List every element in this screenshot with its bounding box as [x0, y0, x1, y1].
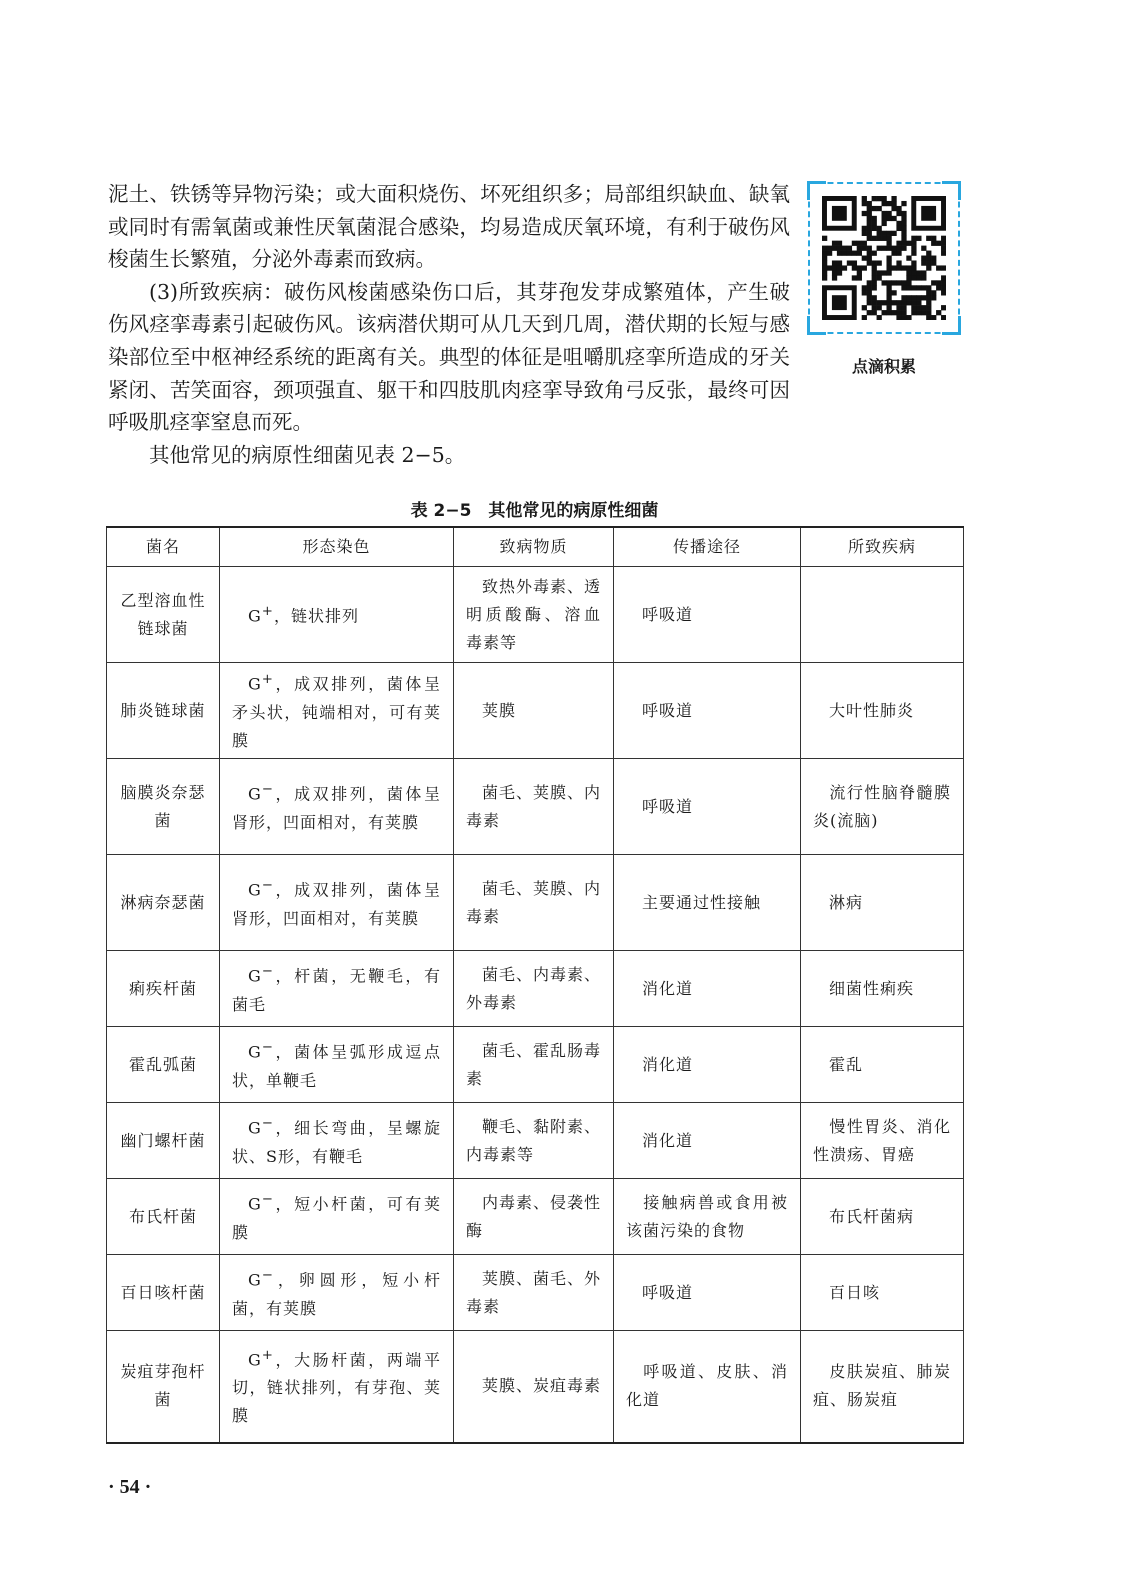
bacteria-table	[106, 526, 964, 1444]
cell-morphology: G−，短小杆菌，可有荚膜	[220, 1179, 454, 1255]
cell-morphology: G+，成双排列，菌体呈矛头状，钝端相对，可有荚膜	[220, 663, 454, 759]
paragraph-2: (3)所致疾病：破伤风梭菌感染伤口后，其芽孢发芽成繁殖体，产生破伤风痉挛毒素引起破伤风。该病潜伏期可从几天到几周，潜伏期的长短与感染部位至中枢神经系统的距离有关。典型的体征是咀嚼肌痉挛所造成的牙关紧闭、苦笑面容，颈项强直、躯干和四肢肌肉痉挛导致角弓反张，最终可因呼吸肌痉挛窒息而死。	[108, 279, 790, 435]
substance-text: 菌毛、霍乱肠毒素	[466, 1040, 602, 1088]
cell-morphology: G−，成双排列，菌体呈肾形，凹面相对，有荚膜	[220, 855, 454, 951]
cell-disease	[801, 1027, 964, 1103]
morphology-text: ，链状排列	[273, 606, 359, 626]
paragraph-3: 其他常见的病原性细菌见表 2−5。	[149, 442, 466, 467]
morphology-text: ，成双排列，菌体呈肾形，凹面相对，有荚膜	[232, 880, 441, 928]
header-route: 传播途径	[614, 527, 801, 567]
table-row	[107, 1027, 964, 1103]
cell-disease	[801, 855, 964, 951]
substance-text: 菌毛、内毒素、外毒素	[466, 964, 602, 1012]
cell-substance	[454, 759, 614, 855]
route-text: 消化道	[642, 978, 694, 998]
cell-bacteria-name: 幽门螺杆菌	[107, 1103, 220, 1179]
cell-disease	[801, 759, 964, 855]
table-row	[107, 1331, 964, 1443]
disease-text: 细菌性痢疾	[829, 978, 915, 998]
gram-sign: +	[261, 604, 274, 620]
disease-text: 大叶性肺炎	[829, 700, 915, 720]
gram-sign: −	[261, 964, 274, 980]
gram-sign: −	[261, 1040, 274, 1056]
cell-morphology: G−，菌体呈弧形成逗点状，单鞭毛	[220, 1027, 454, 1103]
cell-route	[614, 759, 801, 855]
disease-text: 布氏杆菌病	[829, 1206, 915, 1226]
substance-text: 菌毛、荚膜、内毒素	[466, 782, 602, 830]
table-row	[107, 567, 964, 663]
cell-substance	[454, 951, 614, 1027]
qr-code-frame	[808, 182, 960, 334]
header-morphology: 形态染色	[220, 527, 454, 567]
header-substance: 致病物质	[454, 527, 614, 567]
page-number: · 54 ·	[108, 1476, 152, 1498]
cell-morphology: G−，细长弯曲，呈螺旋状、S形，有鞭毛	[220, 1103, 454, 1179]
header-disease: 所致疾病	[801, 527, 964, 567]
table-row	[107, 759, 964, 855]
cell-bacteria-name: 淋病奈瑟菌	[107, 855, 220, 951]
cell-bacteria-name: 炭疽芽孢杆菌	[107, 1331, 220, 1443]
cell-disease	[801, 1179, 964, 1255]
substance-text: 致热外毒素、透明质酸酶、溶血毒素等	[466, 576, 602, 652]
gram-sign: +	[261, 672, 274, 688]
table-row	[107, 1255, 964, 1331]
morphology-text: ，成双排列，菌体呈肾形，凹面相对，有荚膜	[232, 784, 441, 832]
morphology-text: ，大肠杆菌，两端平切，链状排列，有芽孢、荚膜	[232, 1350, 441, 1426]
cell-morphology: G+，大肠杆菌，两端平切，链状排列，有芽孢、荚膜	[220, 1331, 454, 1443]
cell-route	[614, 951, 801, 1027]
cell-substance	[454, 855, 614, 951]
cell-disease	[801, 1103, 964, 1179]
gram-sign: −	[261, 1268, 274, 1284]
substance-text: 内毒素、侵袭性酶	[466, 1192, 602, 1240]
body-text	[108, 178, 790, 471]
table-row	[107, 951, 964, 1027]
disease-text: 霍乱	[829, 1054, 864, 1074]
cell-morphology: G−，卵圆形，短小杆菌，有荚膜	[220, 1255, 454, 1331]
cell-substance	[454, 1255, 614, 1331]
paragraph-1: 泥土、铁锈等异物污染；或大面积烧伤、坏死组织多；局部组织缺血、缺氧或同时有需氧菌或兼性厌氧菌混合感染，均易造成厌氧环境，有利于破伤风梭菌生长繁殖，分泌外毒素而致病。	[108, 182, 790, 272]
cell-bacteria-name: 肺炎链球菌	[107, 663, 220, 759]
cell-bacteria-name: 布氏杆菌	[107, 1179, 220, 1255]
route-text: 消化道	[642, 1130, 694, 1150]
disease-text: 慢性胃炎、消化性溃疡、胃癌	[813, 1116, 951, 1164]
qr-caption: 点滴积累	[851, 357, 916, 376]
cell-route	[614, 663, 801, 759]
cell-route	[614, 855, 801, 951]
route-text: 接触病兽或食用被该菌污染的食物	[626, 1192, 788, 1240]
gram-sign: −	[261, 782, 274, 798]
morphology-text: ，成双排列，菌体呈矛头状，钝端相对，可有荚膜	[232, 674, 441, 750]
substance-text: 鞭毛、黏附素、内毒素等	[466, 1116, 602, 1164]
substance-text: 荚膜	[482, 700, 517, 720]
disease-text: 淋病	[829, 892, 864, 912]
qr-code-icon	[822, 196, 946, 320]
table-header-row	[107, 527, 964, 567]
substance-text: 荚膜、炭疽毒素	[482, 1376, 602, 1396]
cell-bacteria-name: 百日咳杆菌	[107, 1255, 220, 1331]
cell-morphology: G−，杆菌，无鞭毛，有菌毛	[220, 951, 454, 1027]
route-text: 呼吸道	[642, 604, 694, 624]
morphology-text: ，杆菌，无鞭毛，有菌毛	[232, 966, 441, 1014]
cell-route	[614, 567, 801, 663]
cell-substance	[454, 1179, 614, 1255]
route-text: 呼吸道	[642, 796, 694, 816]
route-text: 呼吸道	[642, 700, 694, 720]
substance-text: 荚膜、菌毛、外毒素	[466, 1268, 602, 1316]
cell-route	[614, 1179, 801, 1255]
cell-bacteria-name: 脑膜炎奈瑟菌	[107, 759, 220, 855]
table-row	[107, 663, 964, 759]
morphology-text: ，短小杆菌，可有荚膜	[232, 1194, 441, 1242]
morphology-text: ，卵圆形，短小杆菌，有荚膜	[232, 1270, 441, 1318]
cell-disease	[801, 1331, 964, 1443]
cell-disease	[801, 567, 964, 663]
cell-bacteria-name: 痢疾杆菌	[107, 951, 220, 1027]
disease-text: 流行性脑脊髓膜炎(流脑)	[813, 782, 951, 830]
cell-route	[614, 1103, 801, 1179]
route-text: 呼吸道	[642, 1282, 694, 1302]
table-title: 表 2−5 其他常见的病原性细菌	[410, 501, 659, 521]
cell-bacteria-name: 霍乱弧菌	[107, 1027, 220, 1103]
cell-disease	[801, 663, 964, 759]
cell-disease	[801, 1255, 964, 1331]
gram-sign: −	[261, 878, 274, 894]
table-row	[107, 855, 964, 951]
route-text: 呼吸道、皮肤、消化道	[626, 1362, 788, 1410]
cell-substance	[454, 663, 614, 759]
disease-text: 百日咳	[829, 1282, 881, 1302]
cell-route	[614, 1027, 801, 1103]
cell-substance	[454, 567, 614, 663]
cell-morphology: G−，成双排列，菌体呈肾形，凹面相对，有荚膜	[220, 759, 454, 855]
cell-morphology: G+，链状排列	[220, 567, 454, 663]
cell-route	[614, 1331, 801, 1443]
cell-substance	[454, 1331, 614, 1443]
morphology-text: ，细长弯曲，呈螺旋状、S形，有鞭毛	[232, 1118, 441, 1166]
table-row	[107, 1103, 964, 1179]
route-text: 消化道	[642, 1054, 694, 1074]
table-row	[107, 1179, 964, 1255]
substance-text: 菌毛、荚膜、内毒素	[466, 878, 602, 926]
cell-route	[614, 1255, 801, 1331]
header-name: 菌名	[107, 527, 220, 567]
gram-sign: −	[261, 1116, 274, 1132]
gram-sign: −	[261, 1192, 274, 1208]
cell-substance	[454, 1103, 614, 1179]
disease-text: 皮肤炭疽、肺炭疽、肠炭疽	[813, 1362, 951, 1410]
morphology-text: ，菌体呈弧形成逗点状，单鞭毛	[232, 1042, 441, 1090]
cell-bacteria-name: 乙型溶血性链球菌	[107, 567, 220, 663]
cell-substance	[454, 1027, 614, 1103]
gram-sign: +	[261, 1348, 274, 1364]
cell-disease	[801, 951, 964, 1027]
route-text: 主要通过性接触	[642, 892, 762, 912]
